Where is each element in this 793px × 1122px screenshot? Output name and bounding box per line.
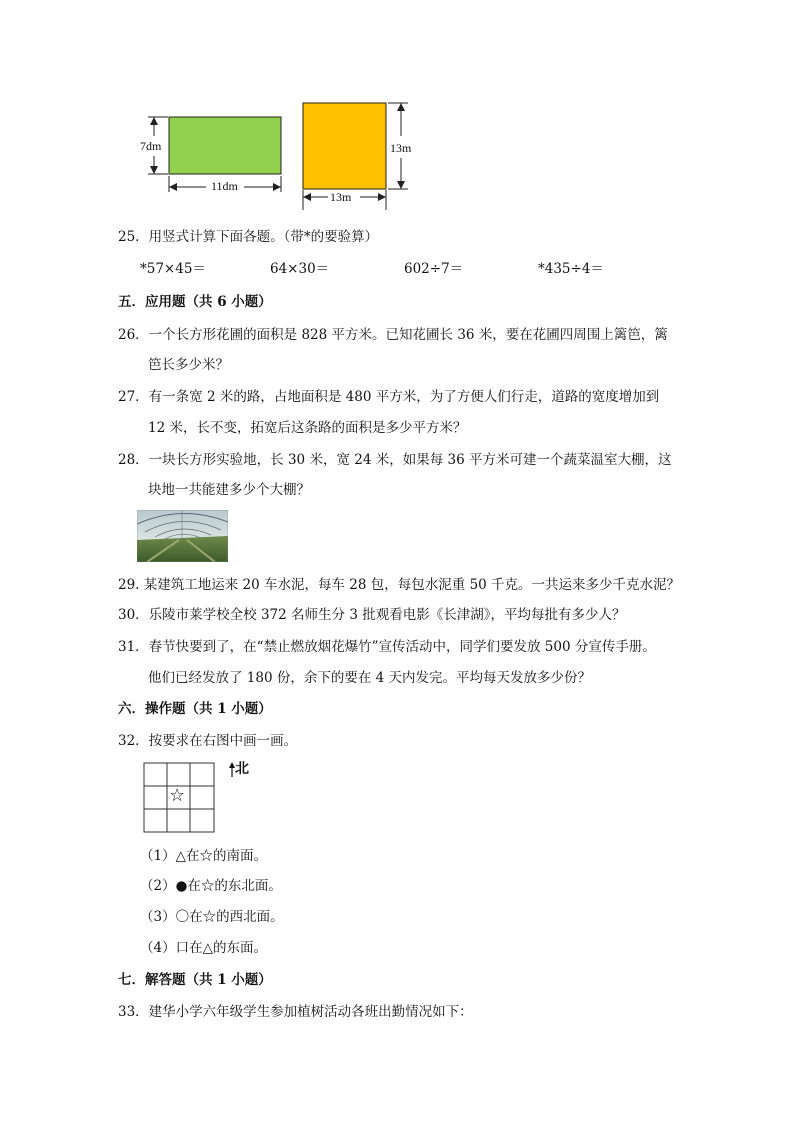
question-25: 25．用竖式计算下面各题。（带*的要验算）: [118, 229, 379, 245]
question-30: 30．乐陵市莱学校全校 372 名师生分 3 批观看电影《长津湖》，平均每批有多少人？: [118, 607, 626, 623]
q32-item-1: （1）△在☆的南面。: [140, 848, 267, 864]
question-26-line2: 笆长多少米？: [148, 357, 229, 373]
square-figure: [296, 100, 426, 212]
greenhouse-photo: [137, 510, 228, 562]
question-32: 32．按要求在右图中画一画。: [118, 733, 298, 749]
question-26-line1: 26．一个长方形花圃的面积是 828 平方米。已知花圃长 36 米，要在花圃四周围上篱笆，篱: [118, 327, 668, 343]
q32-item-2: （2）●在☆的东北面。: [140, 878, 282, 894]
question-31-line2: 他们已经发放了 180 份，余下的要在 4 天内发完。平均每天发放多少份？: [148, 670, 592, 686]
calc-item-4: *435÷4＝: [538, 261, 604, 277]
square-width-label: 13m: [330, 190, 352, 204]
question-31-line1: 31．春节快要到了，在“禁止燃放烟花爆竹”宣传活动中，同学们要发放 500 分宣传手册。: [118, 639, 656, 655]
question-27-line1: 27．有一条宽 2 米的路，占地面积是 480 平方米，为了方便人们行走，道路的宽度增加到: [118, 389, 660, 405]
question-28-line1: 28．一块长方形实验地，长 30 米，宽 24 米，如果每 36 平方米可建一个蔬菜温室大棚，这: [118, 452, 672, 468]
question-33: 33．建华小学六年级学生参加植树活动各班出勤情况如下：: [118, 1004, 473, 1020]
rect-width-label: 11dm: [211, 179, 238, 193]
calc-item-1: *57×45＝: [140, 261, 206, 277]
section-5-title: 五．应用题（共 6 小题）: [118, 294, 272, 310]
section-7-title: 七．解答题（共 1 小题）: [118, 972, 272, 988]
q32-item-4: （4）口在△的东面。: [140, 940, 267, 956]
question-28-line2: 块地一共能建多少个大棚？: [148, 482, 310, 498]
section-6-title: 六．操作题（共 1 小题）: [118, 701, 272, 717]
green-rectangle: [169, 117, 281, 174]
calc-item-3: 602÷7＝: [404, 261, 464, 277]
north-label: 北: [235, 761, 249, 777]
question-27-line2: 12 米，长不变，拓宽后这条路的面积是多少平方米？: [148, 420, 467, 436]
rect-height-label: 7dm: [140, 139, 162, 153]
q32-item-3: （3）〇在☆的西北面。: [140, 909, 284, 925]
orange-square: [303, 103, 386, 189]
square-height-label: 13m: [390, 141, 412, 155]
question-29: 29. 某建筑工地运来 20 车水泥，每车 28 包，每包水泥重 50 千克。一共运来多少千克水泥？: [118, 577, 681, 593]
grid-star: ☆: [169, 785, 186, 806]
calc-item-2: 64×30＝: [270, 261, 330, 277]
